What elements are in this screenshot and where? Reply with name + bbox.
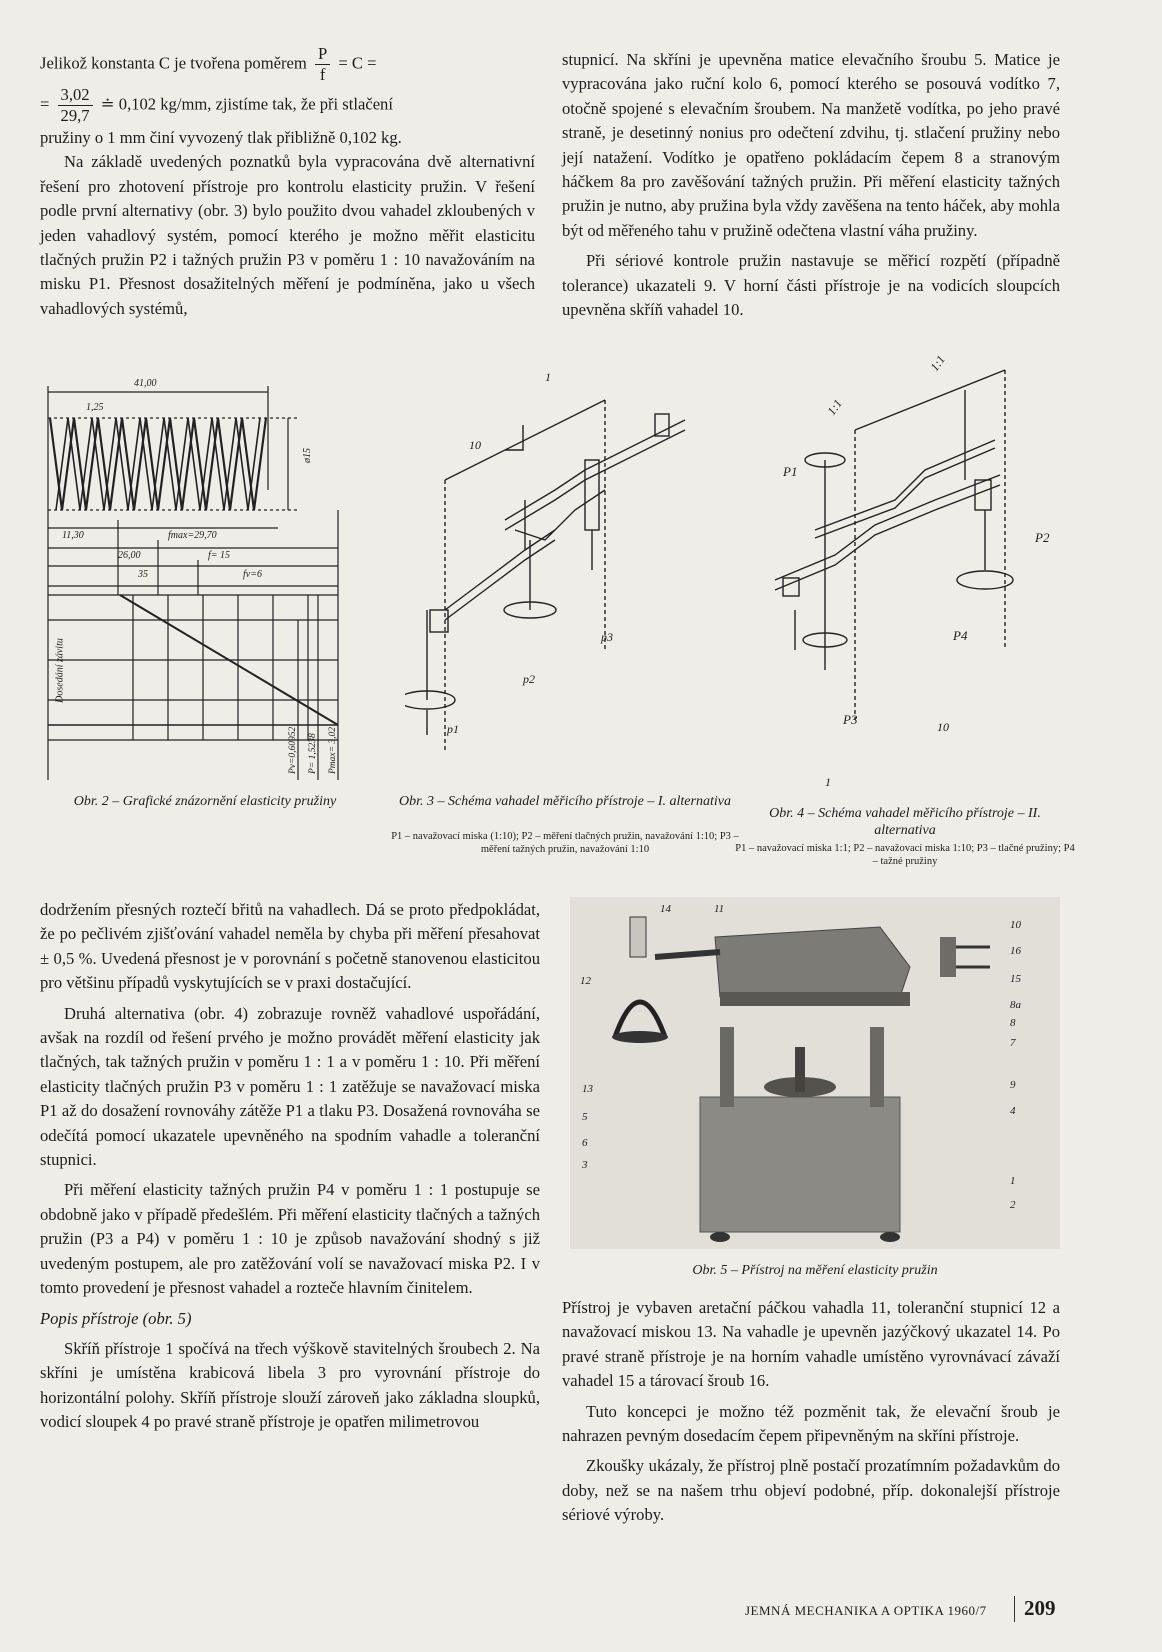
paragraph: Zkoušky ukázaly, že přístroj plně postačí prozatímním požadavkům do doby, než se na našem trhu objeví podobné, příp. dokonalejší přístroje sériové výroby. xyxy=(562,1456,1060,1525)
scheme-label: 1 xyxy=(545,370,551,384)
dim-label: f= 15 xyxy=(208,550,231,561)
paragraph: Druhá alternativa (obr. 4) zobrazuje rovněž vahadlové uspořádání, avšak na rozdíl od řešení prvého je možno provádět měření elasticity jak tlačných, tak tažných pružin v poměru 1 : 1 a v poměru 1 : 10. Při měření elasticity tlačných pružin P3 v poměru 1 : 1 zatěžuje se navažovací miska P1 až do dosažení rovnováhy zátěže P1 a tlaku P3. Dosažená rovnováha se odečítá pomocí ukazatele upevněného na spodním vahadle a toleranční stupnici. xyxy=(40,1003,540,1170)
callout-label: 8 xyxy=(1010,1017,1016,1029)
text-column-left-bottom xyxy=(40,898,540,1435)
paragraph: Tuto koncepci je možno též pozměnit tak, že elevační šroub je nahrazen pevným dosedacím čepem připevněným na skříni přístroje. xyxy=(562,1401,1060,1446)
dim-label: 1,25 xyxy=(86,402,104,413)
figure-3-caption: Obr. 3 – Schéma vahadel měřicího přístroje – I. alternativa xyxy=(399,794,731,809)
callout-label: 2 xyxy=(1010,1199,1016,1211)
scheme-label: 10 xyxy=(937,720,949,734)
scheme-label: 1:1 xyxy=(824,396,845,418)
callout-label: 11 xyxy=(714,903,725,915)
scheme-label: P1 xyxy=(783,464,798,479)
figure-2-spring-graph xyxy=(38,380,358,780)
scheme-label: 10 xyxy=(469,438,481,452)
text-column-left-top xyxy=(40,44,535,321)
scheme-label: p3 xyxy=(601,630,613,644)
dim-label: 35 xyxy=(138,569,148,580)
figure-4-caption: Obr. 4 – Schéma vahadel měřicího přístroje – II. alternativa xyxy=(769,806,1041,838)
callout-label: 10 xyxy=(1010,919,1021,931)
paragraph: Při sériové kontrole pružin nastavuje se měřicí rozpětí (případně tolerance) ukazateli 9. V horní části přístroje je na vodicích sloupcích upevněna skříň vahadel 10. xyxy=(562,251,1060,320)
callout-label: 1 xyxy=(1010,1175,1016,1187)
paragraph: Na základě uvedených poznatků byla vypracována dvě alternativní řešení pro zhotovení přístroje pro kontrolu elasticity pružin. V řešení podle první alternativy (obr. 3) bylo použito dvou vahadel zkloubených v jeden vahadlový systém, pomocí kterého je možno měřit elasticitu tlačných pružin P2 i tažných pružin P3 v poměru 1 : 10 navažováním na misku P1. Přesnost dosažitelných měření je podmíněna, jako u všech vahadlových systémů, xyxy=(40,152,535,318)
callout-label: 9 xyxy=(1010,1079,1016,1091)
dim-label: ø15 xyxy=(302,448,313,463)
paragraph: Přístroj je vybaven aretační páčkou vahadla 11, toleranční stupnicí 12 a navažovací miskou 13. Na vahadle je upevněn jazýčkový ukazatel 14. Po pravé straně přístroje je na horním vahadle umístěno vyrovnávací závaží vahadel 15 a tárovací šroub 16. xyxy=(562,1298,1060,1391)
fraction-p-over-f xyxy=(315,44,330,85)
callout-label: 6 xyxy=(582,1137,588,1149)
scheme-label: p1 xyxy=(447,722,459,736)
dim-label: fv=6 xyxy=(243,569,262,580)
page-number: 209 xyxy=(1024,1596,1056,1620)
equation-text: = xyxy=(40,94,50,114)
paragraph: pružiny o 1 mm činí vyvozený tlak přibližně 0,102 kg. xyxy=(40,128,402,147)
equation-line-1 xyxy=(40,44,535,85)
callout-label: 16 xyxy=(1010,945,1021,957)
fraction-numerator: P xyxy=(315,44,330,65)
footer-divider xyxy=(1014,1596,1015,1622)
figure-3-scheme-one xyxy=(405,370,725,770)
apparatus-photo-illustration xyxy=(570,897,1060,1249)
journal-footer: JEMNÁ MECHANIKA A OPTIKA 1960/7 xyxy=(745,1603,987,1618)
callout-label: 15 xyxy=(1010,973,1021,985)
dim-label: 26,00 xyxy=(118,550,141,561)
section-heading: Popis přístroje (obr. 5) xyxy=(40,1308,192,1328)
callout-label: 8a xyxy=(1010,999,1021,1011)
dim-label: 11,30 xyxy=(62,530,84,541)
figure-4-legend: P1 – navažovací miska 1:1; P2 – navažovací miska 1:10; P3 – tlačné pružiny; P4 – tažné pružiny xyxy=(735,843,1075,867)
figure-2-caption: Obr. 2 – Grafické znázornění elasticity pružiny xyxy=(73,794,337,809)
equation-line-2 xyxy=(40,85,535,126)
scheme-two-drawing xyxy=(755,350,1075,790)
paragraph: stupnicí. Na skříni je upevněna matice elevačního šroubu 5. Matice je vypracována jako ruční kolo 6, pomocí kterého se posouvá vodítko 7, otočně spojené s elevačním šroubem. Na manžetě vodítka, po jeho pravé straně, je desetinný nonius pro odečtení zdvihu, tj. stlačení pružiny nebo její natažení. Vodítko je opatřeno pokládacím čepem 8 a stranovým háčkem 8a pro zavěšování tažných pružin. Při měření elasticity tažných pružin je nutno, aby pružina byla vždy zavěšena na tento háček, aby mohla být od měřeného tahu v pružině odečtena vlastní váha pružiny. xyxy=(562,50,1060,240)
fraction-denominator: 29,7 xyxy=(60,106,90,125)
load-label: Pv=0,60952 xyxy=(288,726,298,774)
figure-4-scheme-two xyxy=(755,350,1075,790)
equation-text: Jelikož konstanta C je tvořena poměrem xyxy=(40,53,307,73)
dim-label: fmax=29,70 xyxy=(168,530,217,541)
scheme-label: 1 xyxy=(825,775,831,789)
dim-label: 41,00 xyxy=(134,378,157,389)
figure-5-photo xyxy=(570,897,1060,1249)
fraction-denominator: f xyxy=(319,65,326,84)
paragraph: Při měření elasticity tažných pružin P4 v poměru 1 : 1 postupuje se obdobně jako v případě předešlém. Při měření elasticity tlačných a tažných pružin (P3 a P4) v poměru 1 : 10 je způsob navažování shodný s již uvedeným postupem, ale pro zatěžování volí se navažovací miska P2. I v tomto provedení je přesnost vahadel a rozteče hlavním činitelem. xyxy=(40,1180,540,1298)
scheme-label: P2 xyxy=(1035,530,1050,545)
equation-text: ≐ 0,102 kg/mm, zjistíme tak, že při stlačení xyxy=(100,94,393,114)
callout-label: 3 xyxy=(582,1159,588,1171)
figure-5-caption: Obr. 5 – Přístroj na měření elasticity pružin xyxy=(692,1263,938,1278)
text-column-right-top xyxy=(562,48,1060,322)
scheme-label: P3 xyxy=(843,712,858,727)
equation-text: = C = xyxy=(338,53,377,73)
scheme-label: 1:1 xyxy=(927,352,948,374)
load-label: P= 1,5238 xyxy=(308,733,318,774)
text-column-right-bottom xyxy=(562,1296,1060,1528)
scheme-label: P4 xyxy=(953,628,968,643)
paragraph: Skříň přístroje 1 spočívá na třech výškově stavitelných šroubech 2. Na skříni je umístěna krabicová libela 3 pro vyrovnání přístroje do horizontální polohy. Skříň přístroje slouží zároveň jako základna sloupků, vodicí sloupek 4 po pravé straně přístroje je opatřen milimetrovou xyxy=(40,1338,540,1432)
callout-label: 14 xyxy=(660,903,671,915)
callout-label: 13 xyxy=(582,1083,593,1095)
paragraph: dodržením přesných roztečí břitů na vahadlech. Dá se proto předpokládat, že po pečlivém zjišťování vahadel neměla by chyba při měření přesahovat ± 0,5 %. Uvedená přesnost je v porovnání s početně stanovenou elasticitou pro většinu případů vyskytujících se v praxi dostačující. xyxy=(40,900,540,993)
figure-3-legend: P1 – navažovací miska (1:10); P2 – měření tlačných pružin, navažování 1:10; P3 – měření tažných pružin, navažování 1:10 xyxy=(391,831,739,855)
scheme-label: p2 xyxy=(523,672,535,686)
scheme-one-drawing xyxy=(405,370,725,770)
callout-label: 7 xyxy=(1010,1037,1016,1049)
callout-label: 12 xyxy=(580,975,591,987)
y-axis-label: Dosedání závitu xyxy=(54,638,66,703)
callout-label: 4 xyxy=(1010,1105,1016,1117)
fraction-value xyxy=(58,85,93,126)
load-label: Pmax= 3,02 xyxy=(328,726,338,774)
fraction-numerator: 3,02 xyxy=(58,85,93,106)
callout-label: 5 xyxy=(582,1111,588,1123)
